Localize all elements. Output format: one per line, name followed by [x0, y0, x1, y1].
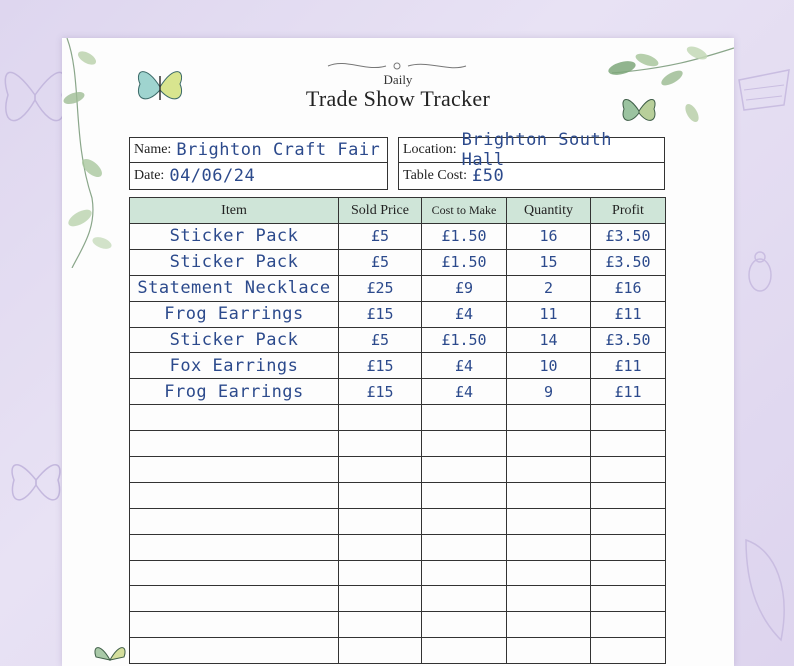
cell-cost-to-make[interactable] [422, 508, 507, 534]
column-header-profit: Profit [591, 198, 666, 224]
table-row [130, 482, 666, 508]
cell-quantity[interactable] [507, 560, 591, 586]
faint-butterfly-icon [8, 445, 64, 515]
table-row [130, 431, 666, 457]
cell-sold-price[interactable]: £5 [339, 327, 422, 353]
cell-cost-to-make[interactable] [422, 534, 507, 560]
column-header-cost-to-make: Cost to Make [422, 198, 507, 224]
cell-sold-price[interactable] [339, 482, 422, 508]
cell-cost-to-make[interactable] [422, 560, 507, 586]
cell-quantity[interactable]: 14 [507, 327, 591, 353]
cell-item[interactable]: Sticker Pack [130, 327, 339, 353]
cell-item[interactable]: Frog Earrings [130, 301, 339, 327]
cell-profit[interactable]: £16 [591, 275, 666, 301]
cell-sold-price[interactable] [339, 560, 422, 586]
location-value[interactable]: Brighton South Hall [461, 130, 612, 170]
cell-profit[interactable] [591, 508, 666, 534]
page-title: Trade Show Tracker [305, 86, 491, 111]
table-row [130, 353, 666, 379]
table-cost-label: Table Cost: [403, 168, 467, 183]
cell-cost-to-make[interactable] [422, 638, 507, 664]
table-row [130, 249, 666, 275]
cell-quantity[interactable]: 2 [507, 275, 591, 301]
cell-item[interactable] [130, 482, 339, 508]
cell-item[interactable]: Sticker Pack [130, 224, 339, 250]
cell-quantity[interactable] [507, 431, 591, 457]
cell-quantity[interactable]: 10 [507, 353, 591, 379]
cell-item[interactable] [130, 431, 339, 457]
cell-item[interactable] [130, 405, 339, 431]
table-row [130, 327, 666, 353]
cell-profit[interactable] [591, 405, 666, 431]
cell-quantity[interactable] [507, 508, 591, 534]
cell-sold-price[interactable] [339, 638, 422, 664]
cell-item[interactable] [130, 612, 339, 638]
table-row [130, 224, 666, 250]
table-header-row [130, 198, 666, 224]
cell-item[interactable] [130, 586, 339, 612]
cell-cost-to-make[interactable]: £4 [422, 301, 507, 327]
cell-profit[interactable] [591, 431, 666, 457]
table-row [130, 457, 666, 483]
cell-profit[interactable] [591, 612, 666, 638]
butterfly-icon [90, 640, 130, 666]
cell-cost-to-make[interactable] [422, 457, 507, 483]
cell-sold-price[interactable]: £15 [339, 301, 422, 327]
column-header-quantity: Quantity [507, 198, 591, 224]
cell-quantity[interactable] [507, 534, 591, 560]
faint-moth-icon [736, 530, 794, 650]
cell-item[interactable]: Statement Necklace [130, 275, 339, 301]
header-subtitle: Daily [383, 72, 413, 87]
cell-profit[interactable]: £3.50 [591, 327, 666, 353]
cell-quantity[interactable] [507, 638, 591, 664]
venue-info-box [398, 130, 665, 190]
cell-quantity[interactable] [507, 405, 591, 431]
cell-sold-price[interactable] [339, 586, 422, 612]
cell-profit[interactable] [591, 560, 666, 586]
cell-cost-to-make[interactable] [422, 482, 507, 508]
table-row [130, 534, 666, 560]
cell-profit[interactable]: £11 [591, 379, 666, 405]
name-value[interactable]: Brighton Craft Fair [176, 140, 381, 160]
cell-cost-to-make[interactable]: £1.50 [422, 249, 507, 275]
column-header-item: Item [130, 198, 339, 224]
cell-quantity[interactable] [507, 482, 591, 508]
table-cost-row [399, 164, 664, 188]
table-row [130, 301, 666, 327]
cell-sold-price[interactable] [339, 431, 422, 457]
cell-profit[interactable] [591, 457, 666, 483]
cell-cost-to-make[interactable]: £9 [422, 275, 507, 301]
cell-profit[interactable] [591, 482, 666, 508]
cell-quantity[interactable]: 11 [507, 301, 591, 327]
cell-quantity[interactable]: 9 [507, 379, 591, 405]
cell-item[interactable] [130, 508, 339, 534]
cell-cost-to-make[interactable] [422, 431, 507, 457]
cell-profit[interactable] [591, 534, 666, 560]
cell-sold-price[interactable]: £5 [339, 224, 422, 250]
cell-sold-price[interactable]: £25 [339, 275, 422, 301]
table-row [130, 508, 666, 534]
cell-profit[interactable]: £3.50 [591, 249, 666, 275]
cell-item[interactable]: Fox Earrings [130, 353, 339, 379]
table-row [130, 586, 666, 612]
cell-profit[interactable]: £11 [591, 353, 666, 379]
date-label: Date: [134, 168, 165, 183]
cell-quantity[interactable]: 15 [507, 249, 591, 275]
cell-sold-price[interactable]: £15 [339, 379, 422, 405]
table-row [130, 560, 666, 586]
cell-profit[interactable]: £11 [591, 301, 666, 327]
cell-profit[interactable] [591, 638, 666, 664]
table-cost-value[interactable]: £50 [471, 166, 505, 186]
location-label: Location: [403, 142, 457, 157]
table-row [130, 638, 666, 664]
cell-cost-to-make[interactable]: £4 [422, 353, 507, 379]
cell-item[interactable] [130, 534, 339, 560]
date-row [130, 164, 387, 188]
date-value[interactable]: 04/06/24 [169, 166, 256, 186]
column-header-sold-price: Sold Price [339, 198, 422, 224]
cell-quantity[interactable] [507, 586, 591, 612]
cell-sold-price[interactable] [339, 612, 422, 638]
faint-beetle-icon [740, 245, 780, 300]
cell-sold-price[interactable]: £15 [339, 353, 422, 379]
faint-moth-icon [734, 60, 794, 150]
location-row [399, 130, 664, 170]
sales-table [129, 197, 666, 664]
table-row [130, 405, 666, 431]
cell-profit[interactable] [591, 586, 666, 612]
cell-profit[interactable]: £3.50 [591, 224, 666, 250]
cell-cost-to-make[interactable]: £4 [422, 379, 507, 405]
cell-quantity[interactable] [507, 457, 591, 483]
table-row [130, 612, 666, 638]
name-row [130, 138, 387, 163]
cell-sold-price[interactable] [339, 405, 422, 431]
cell-sold-price[interactable]: £5 [339, 249, 422, 275]
table-row [130, 275, 666, 301]
cell-sold-price[interactable] [339, 457, 422, 483]
cell-cost-to-make[interactable]: £1.50 [422, 224, 507, 250]
cell-item[interactable] [130, 638, 339, 664]
cell-item[interactable] [130, 457, 339, 483]
cell-item[interactable]: Frog Earrings [130, 379, 339, 405]
cell-item[interactable] [130, 560, 339, 586]
cell-quantity[interactable] [507, 612, 591, 638]
cell-sold-price[interactable] [339, 534, 422, 560]
event-info-box [129, 137, 388, 190]
cell-cost-to-make[interactable] [422, 612, 507, 638]
cell-quantity[interactable]: 16 [507, 224, 591, 250]
cell-cost-to-make[interactable] [422, 405, 507, 431]
cell-cost-to-make[interactable]: £1.50 [422, 327, 507, 353]
faint-butterfly-icon [0, 40, 70, 150]
name-label: Name: [134, 142, 172, 157]
cell-item[interactable]: Sticker Pack [130, 249, 339, 275]
table-row [130, 379, 666, 405]
cell-sold-price[interactable] [339, 508, 422, 534]
cell-cost-to-make[interactable] [422, 586, 507, 612]
